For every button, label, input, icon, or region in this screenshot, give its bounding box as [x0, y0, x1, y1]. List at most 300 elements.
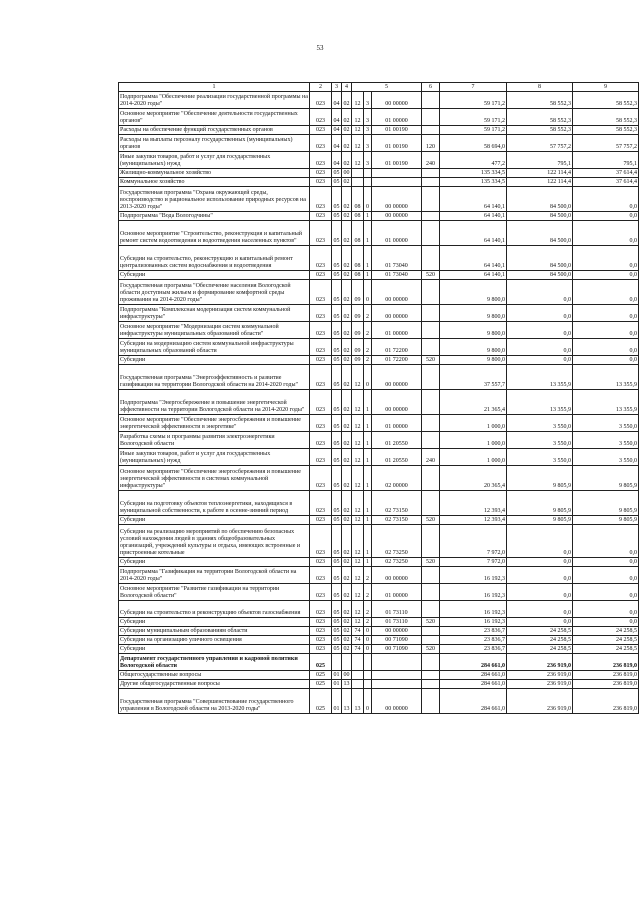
expense-type-cell — [422, 654, 440, 671]
section-cell: 05 — [332, 466, 342, 491]
subprogram-code-cell: 1 — [364, 558, 372, 567]
subprogram-code-cell: 3 — [364, 135, 372, 152]
amount-year1-cell: 59 171,2 — [440, 126, 507, 135]
amount-year1-cell: 16 192,3 — [440, 618, 507, 627]
expense-type-cell — [422, 92, 440, 109]
ministry-code-cell: 023 — [310, 246, 332, 271]
amount-year2-cell: 0,0 — [507, 280, 573, 305]
subprogram-code-cell — [364, 169, 372, 178]
subprogram-code-cell: 2 — [364, 567, 372, 584]
table-row — [119, 390, 639, 415]
program-code-cell: 74 — [352, 636, 364, 645]
expense-type-cell — [422, 109, 440, 126]
header-cell: 1 — [119, 83, 310, 92]
section-cell: 05 — [333, 619, 340, 625]
section-cell: 05 — [333, 272, 340, 278]
section-cell: 04 — [332, 135, 342, 152]
amount-year3-cell: 0,0 — [573, 339, 639, 356]
amount-year1-cell: 64 140,1 — [440, 221, 507, 246]
program-code-cell: 12 — [352, 390, 364, 415]
row-name-cell: Коммунальное хозяйство — [119, 178, 310, 187]
amount-year3-cell: 0,0 — [573, 246, 639, 271]
expense-type-cell — [422, 339, 440, 356]
amount-year3-cell: 0,0 — [573, 271, 639, 280]
section-cell: 05 — [332, 246, 342, 271]
expense-type-cell: 240 — [422, 449, 440, 466]
subprogram-code-cell: 2 — [364, 305, 372, 322]
amount-year2-cell: 0,0 — [507, 305, 573, 322]
header-cell: 9 — [573, 83, 639, 92]
table-row — [119, 178, 639, 187]
row-name-cell: Департамент государственного управления и кадровой политики Вологодской области — [119, 654, 310, 671]
program-code-cell — [352, 671, 364, 680]
target-code-cell — [372, 178, 422, 187]
amount-year1-cell: 9 800,0 — [440, 356, 507, 365]
amount-year1-cell: 284 661,0 — [440, 654, 507, 671]
program-code-cell: 12 — [352, 135, 364, 152]
subsection-cell: 13 — [343, 681, 350, 687]
amount-year2-cell: 795,1 — [507, 152, 573, 169]
amount-year3-cell: 9 805,9 — [573, 491, 639, 516]
expense-type-cell — [422, 584, 440, 601]
expense-type-cell — [422, 187, 440, 212]
header-cell: 6 — [422, 83, 440, 92]
amount-year2-cell: 13 355,9 — [507, 365, 573, 390]
subsection-cell: 02 — [343, 637, 350, 643]
ministry-code-cell: 023 — [310, 322, 332, 339]
section-cell: 05 — [332, 584, 342, 601]
amount-year2-cell: 0,0 — [507, 584, 573, 601]
row-name-cell: Субсидии — [119, 558, 310, 567]
program-code-cell: 12 — [352, 584, 364, 601]
subsection-cell: 02 — [343, 272, 350, 278]
target-code-cell — [372, 169, 422, 178]
ministry-code-cell: 023 — [310, 356, 332, 365]
row-name-cell: Подпрограмма "Вода Вологодчины" — [119, 212, 310, 221]
subprogram-code-cell — [364, 680, 372, 689]
program-code-cell — [352, 654, 364, 671]
program-code-cell — [352, 169, 364, 178]
ministry-code-cell: 025 — [310, 680, 332, 689]
amount-year3-cell: 0,0 — [573, 558, 639, 567]
table-row — [119, 601, 639, 618]
ministry-code-cell: 023 — [310, 339, 332, 356]
section-cell: 05 — [332, 567, 342, 584]
table-row — [119, 152, 639, 169]
program-code-cell: 74 — [352, 627, 364, 636]
ministry-code-cell: 023 — [310, 152, 332, 169]
row-name-cell: Субсидии на подготовку объектов теплоэнергетики, находящихся в муниципальной собственности, к работе в осенне-зимний период — [119, 491, 310, 516]
amount-year1-cell: 16 192,3 — [440, 601, 507, 618]
expense-type-cell — [422, 689, 440, 714]
subsection-cell: 13 — [342, 689, 352, 714]
section-cell: 05 — [332, 601, 342, 618]
program-code-cell: 09 — [352, 356, 364, 365]
amount-year2-cell: 57 757,2 — [507, 135, 573, 152]
target-code-cell: 02 73250 — [372, 525, 422, 558]
expense-type-cell — [422, 627, 440, 636]
ministry-code-cell: 023 — [310, 212, 332, 221]
subprogram-code-cell: 2 — [364, 601, 372, 618]
expense-type-cell — [422, 680, 440, 689]
program-code-cell: 12 — [352, 432, 364, 449]
table-row — [119, 322, 639, 339]
ministry-code-cell: 023 — [310, 92, 332, 109]
expense-type-cell — [422, 178, 440, 187]
program-code-cell: 12 — [352, 558, 364, 567]
expense-type-cell — [422, 322, 440, 339]
section-cell: 05 — [332, 221, 342, 246]
table-row — [119, 92, 639, 109]
subsection-cell: 02 — [342, 339, 352, 356]
amount-year2-cell: 13 355,9 — [507, 390, 573, 415]
subsection-cell: 02 — [342, 109, 352, 126]
program-code-cell: 12 — [352, 152, 364, 169]
ministry-code-cell: 023 — [310, 135, 332, 152]
section-cell: 05 — [333, 646, 340, 652]
subprogram-code-cell: 0 — [364, 365, 372, 390]
row-name-cell: Государственная программа "Охрана окружающей среды, воспроизводство и рациональное использование природных ресурсов на 2013-2020 годы" — [119, 187, 310, 212]
ministry-code-cell: 023 — [310, 567, 332, 584]
amount-year3-cell: 0,0 — [573, 601, 639, 618]
amount-year1-cell: 16 192,3 — [440, 567, 507, 584]
amount-year2-cell: 58 552,3 — [507, 126, 573, 135]
expense-type-cell: 120 — [422, 135, 440, 152]
expense-type-cell — [422, 365, 440, 390]
section-cell: 05 — [333, 357, 340, 363]
target-code-cell: 00 00000 — [372, 390, 422, 415]
amount-year1-cell: 135 334,5 — [440, 169, 507, 178]
ministry-code-cell: 023 — [310, 601, 332, 618]
row-name-cell: Расходы на обеспечение функций государственных органов — [119, 126, 310, 135]
amount-year2-cell: 236 919,0 — [507, 680, 573, 689]
amount-year3-cell: 13 355,9 — [573, 365, 639, 390]
expense-type-cell — [422, 491, 440, 516]
table-row — [119, 449, 639, 466]
table-row — [119, 584, 639, 601]
table-row — [119, 567, 639, 584]
section-cell: 05 — [333, 559, 340, 565]
section-cell: 04 — [332, 109, 342, 126]
program-code-cell: 09 — [352, 305, 364, 322]
amount-year1-cell: 284 661,0 — [440, 680, 507, 689]
target-code-cell: 01 00000 — [372, 221, 422, 246]
target-code-cell: 01 00000 — [372, 109, 422, 126]
subprogram-code-cell: 0 — [364, 689, 372, 714]
subprogram-code-cell: 1 — [364, 491, 372, 516]
section-cell: 04 — [332, 92, 342, 109]
expense-type-cell — [422, 671, 440, 680]
subprogram-code-cell — [364, 671, 372, 680]
subsection-cell: 02 — [342, 305, 352, 322]
amount-year3-cell: 3 550,0 — [573, 432, 639, 449]
subsection-cell: 02 — [342, 584, 352, 601]
amount-year1-cell: 37 557,7 — [440, 365, 507, 390]
amount-year2-cell: 122 114,4 — [507, 169, 573, 178]
expense-type-cell — [422, 525, 440, 558]
ministry-code-cell: 023 — [310, 187, 332, 212]
expense-type-cell — [422, 221, 440, 246]
expense-type-cell: 520 — [422, 645, 440, 654]
ministry-code-cell: 023 — [310, 627, 332, 636]
subsection-cell: 02 — [342, 390, 352, 415]
subsection-cell: 02 — [342, 187, 352, 212]
table-row — [119, 466, 639, 491]
table-row — [119, 135, 639, 152]
ministry-code-cell: 023 — [310, 636, 332, 645]
subsection-cell: 02 — [343, 213, 350, 219]
target-code-cell: 01 20550 — [372, 449, 422, 466]
amount-year1-cell: 23 836,7 — [440, 636, 507, 645]
row-name-cell: Подпрограмма "Энергосбережение и повышение энергетической эффективности на территории Вологодской области на 2014-2020 годы" — [119, 390, 310, 415]
program-code-cell: 13 — [352, 689, 364, 714]
amount-year1-cell: 64 140,1 — [440, 187, 507, 212]
program-code-cell: 12 — [352, 525, 364, 558]
program-code-cell: 12 — [352, 126, 364, 135]
amount-year3-cell: 9 805,9 — [573, 466, 639, 491]
subsection-cell: 02 — [342, 280, 352, 305]
ministry-code-cell: 023 — [310, 516, 332, 525]
expense-type-cell: 520 — [422, 618, 440, 627]
amount-year1-cell: 23 836,7 — [440, 645, 507, 654]
section-cell: 05 — [332, 339, 342, 356]
subprogram-code-cell: 1 — [364, 415, 372, 432]
amount-year2-cell: 9 805,9 — [507, 466, 573, 491]
amount-year2-cell: 0,0 — [507, 601, 573, 618]
amount-year1-cell: 59 171,2 — [440, 92, 507, 109]
section-cell: 05 — [332, 432, 342, 449]
program-code-cell: 08 — [352, 246, 364, 271]
row-name-cell: Государственная программа "Совершенствование государственного управления в Вологодской области на 2013-2020 годы" — [119, 689, 310, 714]
subsection-cell: 02 — [342, 415, 352, 432]
amount-year1-cell: 9 800,0 — [440, 280, 507, 305]
table-row — [119, 109, 639, 126]
ministry-code-cell: 025 — [310, 654, 332, 671]
target-code-cell — [372, 680, 422, 689]
amount-year1-cell: 16 192,3 — [440, 584, 507, 601]
ministry-code-cell: 023 — [310, 525, 332, 558]
subsection-cell: 02 — [343, 127, 350, 133]
amount-year3-cell: 24 258,5 — [573, 636, 639, 645]
amount-year2-cell: 0,0 — [507, 618, 573, 627]
amount-year3-cell: 0,0 — [573, 280, 639, 305]
program-code-cell: 08 — [352, 221, 364, 246]
target-code-cell: 01 73110 — [372, 618, 422, 627]
subsection-cell: 02 — [343, 179, 350, 185]
row-name-cell: Субсидии — [119, 271, 310, 280]
row-name-cell: Основное мероприятие "Развитие газификации на территории Вологодской области" — [119, 584, 310, 601]
amount-year2-cell: 58 552,3 — [507, 92, 573, 109]
row-name-cell: Жилищно-коммунальное хозяйство — [119, 169, 310, 178]
program-code-cell: 08 — [352, 212, 364, 221]
amount-year1-cell: 20 365,4 — [440, 466, 507, 491]
expense-type-cell — [422, 246, 440, 271]
budget-table — [118, 82, 639, 714]
target-code-cell: 01 00190 — [372, 152, 422, 169]
amount-year2-cell: 3 550,0 — [507, 415, 573, 432]
section-cell: 04 — [332, 152, 342, 169]
table-row — [119, 432, 639, 449]
row-name-cell: Основное мероприятие "Обеспечение деятельности государственных органов" — [119, 109, 310, 126]
subprogram-code-cell — [364, 654, 372, 671]
ministry-code-cell: 023 — [310, 221, 332, 246]
row-name-cell: Субсидии — [119, 645, 310, 654]
subprogram-code-cell: 1 — [364, 221, 372, 246]
program-code-cell: 12 — [352, 365, 364, 390]
table-row — [119, 169, 639, 178]
table-row — [119, 356, 639, 365]
expense-type-cell — [422, 390, 440, 415]
amount-year3-cell: 236 819,0 — [573, 654, 639, 671]
amount-year2-cell: 0,0 — [507, 567, 573, 584]
program-code-cell: 09 — [352, 280, 364, 305]
program-code-cell: 12 — [352, 109, 364, 126]
ministry-code-cell: 023 — [310, 390, 332, 415]
amount-year1-cell: 284 661,0 — [440, 671, 507, 680]
header-cell: 5 — [352, 83, 422, 92]
target-code-cell: 01 72200 — [372, 356, 422, 365]
program-code-cell: 12 — [352, 491, 364, 516]
section-cell: 05 — [332, 390, 342, 415]
section-cell: 05 — [333, 213, 340, 219]
row-name-cell: Другие общегосударственные вопросы — [119, 680, 310, 689]
header-cell: 7 — [440, 83, 507, 92]
amount-year3-cell: 58 552,3 — [573, 109, 639, 126]
expense-type-cell: 520 — [422, 516, 440, 525]
table-header-row — [119, 83, 639, 92]
subsection-cell — [342, 654, 352, 671]
table-row — [119, 636, 639, 645]
amount-year3-cell: 3 550,0 — [573, 415, 639, 432]
expense-type-cell — [422, 126, 440, 135]
section-cell: 05 — [332, 305, 342, 322]
target-code-cell: 02 00000 — [372, 466, 422, 491]
section-cell: 05 — [333, 628, 340, 634]
program-code-cell: 12 — [352, 618, 364, 627]
amount-year1-cell: 135 334,5 — [440, 178, 507, 187]
section-cell: 05 — [333, 170, 340, 176]
row-name-cell: Основное мероприятие "Обеспечение энергосбережения и повышение энергетической эффективности в системах коммунальной инфраструктуры" — [119, 466, 310, 491]
subprogram-code-cell: 1 — [364, 432, 372, 449]
section-cell: 05 — [333, 179, 340, 185]
amount-year3-cell: 3 550,0 — [573, 449, 639, 466]
target-code-cell: 01 73040 — [372, 246, 422, 271]
row-name-cell: Субсидии на строительство, реконструкцию и капитальный ремонт централизованных систем водоснабжения и водоотведения — [119, 246, 310, 271]
subsection-cell: 02 — [342, 365, 352, 390]
row-name-cell: Расходы на выплаты персоналу государственных (муниципальных) органов — [119, 135, 310, 152]
subsection-cell: 02 — [343, 619, 350, 625]
row-name-cell: Подпрограмма "Обеспечение реализации государственной программы на 2014-2020 годы" — [119, 92, 310, 109]
amount-year2-cell: 9 805,9 — [507, 491, 573, 516]
amount-year3-cell: 13 355,9 — [573, 390, 639, 415]
amount-year3-cell: 0,0 — [573, 525, 639, 558]
amount-year1-cell: 477,2 — [440, 152, 507, 169]
ministry-code-cell: 023 — [310, 432, 332, 449]
subsection-cell: 00 — [343, 170, 350, 176]
subprogram-code-cell: 3 — [364, 126, 372, 135]
ministry-code-cell: 023 — [310, 449, 332, 466]
subsection-cell: 02 — [342, 491, 352, 516]
table-row — [119, 415, 639, 432]
row-name-cell: Субсидии — [119, 618, 310, 627]
section-cell: 05 — [332, 525, 342, 558]
amount-year2-cell: 3 550,0 — [507, 432, 573, 449]
amount-year2-cell: 84 500,0 — [507, 246, 573, 271]
amount-year1-cell: 64 140,1 — [440, 246, 507, 271]
amount-year1-cell: 21 365,4 — [440, 390, 507, 415]
section-cell: 05 — [332, 322, 342, 339]
program-code-cell: 12 — [352, 601, 364, 618]
program-code-cell: 12 — [352, 516, 364, 525]
amount-year2-cell: 0,0 — [507, 525, 573, 558]
amount-year1-cell: 64 140,1 — [440, 212, 507, 221]
target-code-cell: 01 00000 — [372, 415, 422, 432]
table-row — [119, 221, 639, 246]
table-row — [119, 491, 639, 516]
target-code-cell: 01 72200 — [372, 339, 422, 356]
target-code-cell: 00 00000 — [372, 92, 422, 109]
expense-type-cell — [422, 601, 440, 618]
amount-year2-cell: 122 114,4 — [507, 178, 573, 187]
amount-year3-cell: 0,0 — [573, 356, 639, 365]
subsection-cell: 02 — [342, 221, 352, 246]
program-code-cell — [352, 680, 364, 689]
section-cell: 05 — [332, 415, 342, 432]
target-code-cell — [372, 671, 422, 680]
amount-year3-cell: 57 757,2 — [573, 135, 639, 152]
section-cell: 05 — [332, 187, 342, 212]
amount-year3-cell: 236 819,0 — [573, 680, 639, 689]
subprogram-code-cell: 2 — [364, 584, 372, 601]
subprogram-code-cell: 0 — [364, 627, 372, 636]
section-cell: 05 — [332, 280, 342, 305]
header-cell: 4 — [342, 83, 352, 92]
header-cell: 8 — [507, 83, 573, 92]
target-code-cell: 00 00000 — [372, 305, 422, 322]
subprogram-code-cell: 1 — [364, 516, 372, 525]
subprogram-code-cell: 2 — [364, 356, 372, 365]
target-code-cell: 01 20550 — [372, 432, 422, 449]
amount-year3-cell: 24 258,5 — [573, 645, 639, 654]
amount-year3-cell: 0,0 — [573, 618, 639, 627]
ministry-code-cell: 023 — [310, 466, 332, 491]
amount-year2-cell: 0,0 — [507, 356, 573, 365]
subprogram-code-cell: 1 — [364, 390, 372, 415]
amount-year3-cell: 0,0 — [573, 212, 639, 221]
subsection-cell: 02 — [342, 466, 352, 491]
target-code-cell: 01 00000 — [372, 584, 422, 601]
table-row — [119, 680, 639, 689]
target-code-cell: 00 71090 — [372, 636, 422, 645]
ministry-code-cell: 023 — [310, 271, 332, 280]
subprogram-code-cell: 2 — [364, 322, 372, 339]
target-code-cell: 00 00000 — [372, 689, 422, 714]
amount-year2-cell: 24 258,5 — [507, 645, 573, 654]
amount-year2-cell: 24 258,5 — [507, 627, 573, 636]
table-row — [119, 627, 639, 636]
target-code-cell: 00 00000 — [372, 187, 422, 212]
target-code-cell — [372, 654, 422, 671]
amount-year2-cell: 3 550,0 — [507, 449, 573, 466]
table-row — [119, 654, 639, 671]
table-row — [119, 618, 639, 627]
ministry-code-cell: 023 — [310, 415, 332, 432]
target-code-cell: 00 00000 — [372, 567, 422, 584]
row-name-cell: Разработка схемы и программы развития электроэнергетики Вологодской области — [119, 432, 310, 449]
amount-year3-cell: 37 614,4 — [573, 178, 639, 187]
ministry-code-cell: 023 — [310, 178, 332, 187]
table-row — [119, 671, 639, 680]
